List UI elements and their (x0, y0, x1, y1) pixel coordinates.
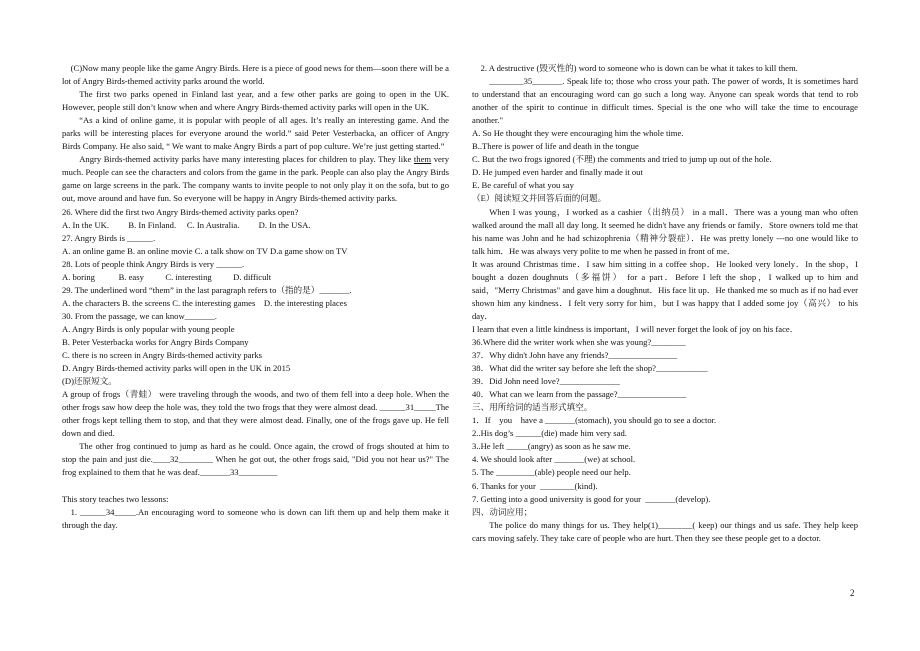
fill-7: 7. Getting into a good university is good for your _______(develop). (472, 493, 711, 504)
section-d-title: (D)还原短文。 (62, 376, 117, 387)
passage-d-paragraph: A group of frogs（青蛙） were traveling through the woods, and two of them fell into a deep hole. When the other frogs saw how deep the hole was, they told the two frogs that they were almost dead. ______31_____The other frogs kept telling them to stop, and that they were almost dead. Finally, one of the frogs gave up. He fell down and died. (62, 389, 449, 439)
question-30-option-b: B. Peter Vesterbacka works for Angry Birds Company (62, 336, 249, 347)
passage-e-paragraph: I learn that even a little kindness is important，I will never forget the look of joy on his face． (472, 323, 799, 334)
passage-e-paragraph: It was around Christmas time．I saw him sitting in a coffee shop．He looked very lonely．In the shop，I bought a dozen doughnuts（多福饼） for a part．Before I left the shop，I walked up to him and said，"Merry Christmas" and gave him a doughnut．His face lit up．He thanked me so much as if no had ever shown him any kindness．I felt very sorry for him，but I was happy that I added some joy（高兴） to his day． (472, 258, 858, 321)
question-26: 26. Where did the first two Angry Birds-themed activity parks open? (62, 206, 299, 217)
question-28-options: A. boring B. easy C. interesting D. difficult (62, 271, 272, 282)
question-38: 38．What did the writer say before she left the shop?____________ (472, 363, 708, 374)
left-column (62, 62, 449, 532)
passage-c-paragraph: “As a kind of online game, it is popular with people of all ages. It’s really an interesting game. And the parks will be interesting places for everyone around the world.” said Peter Vesterbacka, an officer of Angry Birds Company. He also said, “ We want to make Angry Birds a part of pop culture. We’re just getting started.” (62, 115, 449, 152)
fill-2: 2..His dog’s ______(die) made him very sad. (472, 428, 627, 439)
lesson-1: 1. ______34_____.An encouraging word to someone who is down can lift them up and help them make it through the day. (62, 506, 449, 530)
page-number: 2 (850, 588, 855, 598)
right-column (472, 62, 858, 545)
section-3-title: 三、用所给词的适当形式填空。 (472, 402, 593, 413)
passage-35-paragraph: ________35_______. Speak life to; those who cross your path. The power of words, It is sometimes hard to understand that an encouraging word can go such a long way. Anyone can speak words that tend to rob another of the spirit to continue in difficult times. Special is the one who will take the time to encourage another." (472, 76, 858, 126)
lessons-heading: This story teaches two lessons: (62, 493, 169, 504)
underlined-word: them (413, 154, 432, 165)
section-4-paragraph: The police do many things for us. They help(1)________( keep) our things and us safe. They help keep cars moving safely. They take care of people who are hurt. Then they see these people get to a doctor. (472, 519, 858, 543)
section-4-title: 四、动词应用； (472, 506, 533, 517)
question-28: 28. Lots of people think Angry Birds is very ______. (62, 258, 245, 269)
fill-3: 3..He left _____(angry) as soon as he saw me. (472, 441, 631, 452)
passage-c-paragraph: The first two parks opened in Finland last year, and a few other parks are going to open in the UK. However, people still don’t know when and where Angry Birds-themed activity parks will open in the UK. (62, 89, 449, 113)
option-a: A. So He thought they were encouraging him the whole time. (472, 128, 684, 139)
passage-d-paragraph: The other frog continued to jump as hard as he could. Once again, the crowd of frogs shouted at him to stop the pain and just die.____32________ When he got out, the other frogs said, "Did you not hear us?" The frog explained to them that he was deaf._______33_________ (62, 441, 449, 478)
option-b: B..There is power of life and death in the tongue (472, 141, 639, 152)
fill-1: 1．If you have a _______(stomach), you should go to see a doctor. (472, 415, 717, 426)
question-26-options: A. In the UK. B. In Finland. C. In Australia. D. In the USA. (62, 219, 311, 230)
lesson-2: 2. A destructive (毁灭性的) word to someone who is down can be what it takes to kill them. (480, 63, 798, 73)
question-30-option-d: D. Angry Birds-themed activity parks will open in the UK in 2015 (62, 363, 291, 374)
fill-4: 4. We should look after _______(we) at school. (472, 454, 636, 465)
fill-6: 6. Thanks for your ________(kind). (472, 480, 598, 491)
fill-5: 5. The _________(able) people need our help. (472, 467, 631, 478)
passage-c-paragraph (62, 153, 449, 205)
question-29-options: A. the characters B. the screens C. the interesting games D. the interesting places (62, 297, 347, 308)
question-29: 29. The underlined word “them” in the last paragraph refers to（指的是）_______. (62, 284, 352, 295)
question-27: 27. Angry Birds is ______. (62, 232, 156, 243)
question-39: 39．Did John need love?______________ (472, 376, 620, 387)
question-30: 30. From the passage, we can know_______. (62, 310, 217, 321)
passage-e-paragraph: When I was young，I worked as a cashier（出纳员） in a mall．There was a young man who often walked around the mall all day long. It seemed he didn't have any friends or family．Store owners told me that his name was John and he had schizophrenia（精神分裂症）．He was pretty lonely ---no one would like to talk him．He was always very polite to me when he passed in front of me． (472, 206, 858, 256)
option-d: D. He jumped even harder and finally made it out (472, 167, 643, 178)
section-e-title: （E）阅读短文并回答后面的问题。 (472, 193, 607, 204)
question-30-option-a: A. Angry Birds is only popular with young people (62, 323, 235, 334)
question-30-option-c: C. there is no screen in Angry Birds-themed activity parks (62, 350, 262, 361)
question-37: 37．Why didn't John have any friends?________________ (472, 350, 678, 361)
passage-c-intro: (C)Now many people like the game Angry Birds. Here is a piece of good news for them—soon there will be a lot of Angry Birds-themed activity parks around the world. (62, 63, 449, 87)
question-36: 36.Where did the writer work when she was young?________ (472, 336, 686, 347)
question-27-options: A. an online game B. an online movie C. a talk show on TV D.a game show on TV (62, 245, 348, 256)
text-run: very much. People can see the characters and colors from the game in the park. People can also play the Angry Birds game on large screens in the park. The company wants to invite people to not only play it on the sofa, but to go out, move around and have fun. So everyone will be happy in Angry Birds-themed activity parks. (62, 154, 449, 204)
option-e: E. Be careful of what you say (472, 180, 574, 191)
question-40: 40．What can we learn from the passage?________________ (472, 389, 687, 400)
text-run: Angry Birds-themed activity parks have many interesting places for children to play. They like (79, 154, 414, 165)
option-c: C. But the two frogs ignored (不理) the comments and tried to jump up out of the hole. (472, 154, 772, 165)
